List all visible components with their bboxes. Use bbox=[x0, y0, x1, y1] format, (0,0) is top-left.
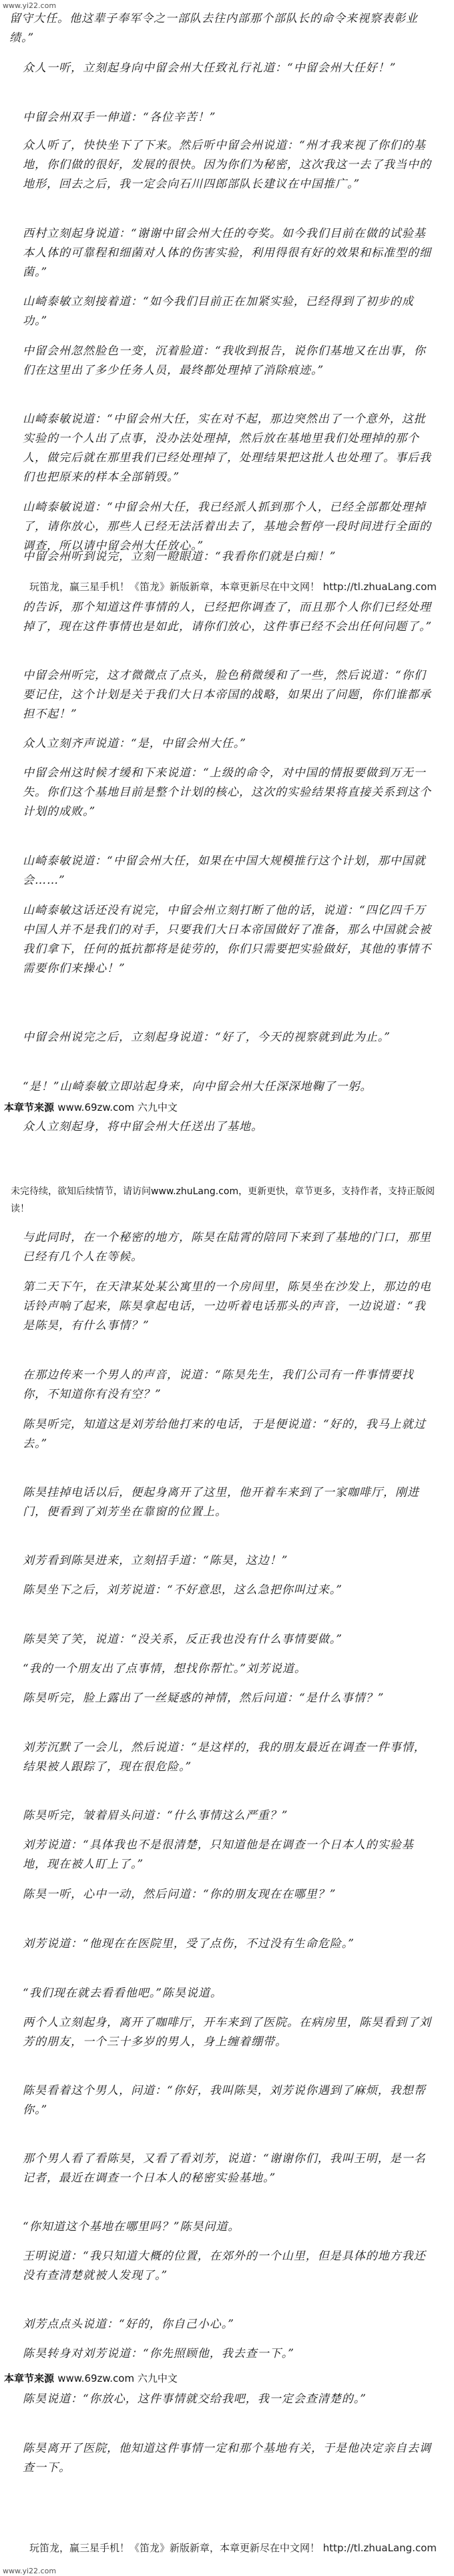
site-watermark-bottom: www.yi22.com bbox=[3, 2567, 57, 2575]
paragraph: 陈昊看着这个男人，问道：“你好，我叫陈昊，刘芳说你遇到了麻烦，我想帮你。” bbox=[23, 2084, 426, 2117]
paragraph: 与此同时，在一个秘密的地方，陈昊在陆霄的陪同下来到了基地的门口，那里已经有几个人在等候。 bbox=[23, 1231, 431, 1264]
paragraph: 刘芳沉默了一会儿，然后说道：“是这样的，我的朋友最近在调查一件事情，结果被人跟踪了，现在很危险。” bbox=[23, 1741, 426, 1774]
paragraph: 山崎泰敏说道：“中留会州大任，如果在中国大规模推行这个计划，那中国就会……” bbox=[23, 854, 426, 887]
paragraph: 陈昊离开了医院，他知道这件事情一定和那个基地有关，于是他决定亲自去调查一下。 bbox=[23, 2442, 431, 2475]
paragraph: 两个人立刻起身，离开了咖啡厅，开车来到了医院。在病房里，陈昊看到了刘芳的朋友，一个三十多岁的男人，身上缠着绷带。 bbox=[23, 2016, 431, 2049]
paragraph: “我们现在就去看看他吧。”陈昊说道。 bbox=[23, 1987, 222, 2000]
paragraph: 西村立刻起身说道：“谢谢中留会州大任的夸奖。如今我们目前在做的试验基本人体的可靠程和细菌对人体的伤害实验，利用得很有好的效果和标准型的细菌。” bbox=[23, 227, 431, 279]
site-watermark-top: www.yi22.com bbox=[3, 1, 57, 10]
paragraph: 众人立刻起身，将中留会州大任送出了基地。 bbox=[23, 1120, 263, 1133]
paragraph: 众人听了，快快坐下了下来。然后听中留会州说道：“州才我来视了你们的基地，你们做的很好，发展的很快。因为你们为秘密，这次我这一去了我当中的地形，回去之后，我一定会向石川四郎部队长建议在中国推广。” bbox=[23, 139, 431, 191]
paragraph: 众人一听，立刻起身向中留会州大任致礼行礼道：“中留会州大任好！” bbox=[23, 61, 397, 75]
paragraph: 陈昊听完，知道这是刘芳给他打来的电话，于是便说道：“好的，我马上就过去。” bbox=[23, 1418, 426, 1451]
paragraph: 陈昊笑了笑，说道：“没关系，反正我也没有什么事情要做。” bbox=[23, 1633, 343, 1646]
ad-link[interactable]: 玩笛龙，赢三星手机！《笛龙》新版新章，本章更新尽在中文网！ http://tl.zhuaLang.com bbox=[29, 581, 437, 593]
paragraph: 中留会州这时候才缓和下来说道：“上级的命令，对中国的情报要做到万无一失。你们这个基地目前是整个计划的核心，这次的实验结果将直接关系到这个计划的成败。” bbox=[23, 766, 431, 818]
paragraph: 众人立刻齐声说道：“是，中留会州大任。” bbox=[23, 737, 246, 750]
source-site: www.69zw.com 六九中文 bbox=[57, 1101, 178, 1113]
paragraph: 山崎泰敏立刻接着道：“如今我们目前正在加紧实验，已经得到了初步的成功。” bbox=[23, 295, 414, 328]
paragraph: 陈昊听完，皱着眉头问道：“什么事情这么严重？” bbox=[23, 1809, 288, 1822]
paragraph: 在那边传来一个男人的声音，说道：“陈昊先生，我们公司有一件事情要找你，不知道你有没有空？” bbox=[23, 1368, 414, 1401]
ad-link[interactable]: 玩笛龙，赢三星手机！《笛龙》新版新章，本章更新尽在中文网！ http://tl.zhuaLang.com bbox=[29, 2542, 437, 2554]
source-label: 本章节来源 bbox=[4, 2372, 55, 2384]
paragraph: 刘芳看到陈昊进来，立刻招手道：“陈昊，这边！” bbox=[23, 1554, 288, 1567]
source-label: 本章节来源 bbox=[4, 1101, 55, 1113]
paragraph: 中留会州听到说完，立刻一瞪眼道：“我看你们就是白痴！” bbox=[23, 550, 336, 563]
paragraph: 那个男人看了看陈昊，又看了看刘芳，说道：“谢谢你们，我叫王明，是一名记者，最近在调查一个日本人的秘密实验基地。” bbox=[23, 2152, 426, 2185]
paragraph: “是！”山崎泰敏立即站起身来，向中留会州大任深深地鞠了一躬。 bbox=[23, 1080, 373, 1093]
paragraph: 留守大任。他这辈子奉军令之一部队去往内部那个部队长的命令来视察表彰业绩。” bbox=[9, 12, 418, 45]
ad-banner[interactable] bbox=[29, 2541, 437, 2555]
paragraph: 陈昊一听，心中一动，然后问道：“你的朋友现在在哪里？” bbox=[23, 1888, 336, 1901]
paragraph: 王明说道：“我只知道大概的位置，在郊外的一个山里，但是具体的地方我还没有查清楚就被人发现了。” bbox=[23, 2250, 426, 2282]
paragraph: 刘芳点点头说道：“好的，你自己小心。” bbox=[23, 2318, 234, 2331]
paragraph: 刘芳说道：“具体我也不是很清楚，只知道他是在调查一个日本人的实验基地，现在被人盯上了。” bbox=[23, 1838, 414, 1871]
paragraph: 陈昊说道：“你放心，这件事情就交给我吧，我一定会查清楚的。” bbox=[23, 2392, 367, 2406]
paragraph: “你知道这个基地在哪里吗？”陈昊问道。 bbox=[23, 2220, 240, 2234]
paragraph: 陈昊坐下之后，刘芳说道：“不好意思，这么急把你叫过来。” bbox=[23, 1583, 343, 1597]
paragraph: 山崎泰敏这话还没有说完，中留会州立刻打断了他的话，说道：“四亿四千万中国人并不是我们的对手，只要我们大日本帝国做好了准备，那么中国就会被我们拿下，任何的抵抗都将是徒劳的，你们只需要把实验做好，其他的事情不需要你们来操心！” bbox=[23, 904, 431, 975]
paragraph: 陈昊挂掉电话以后，便起身离开了这里，他开着车来到了一家咖啡厅，刚进门，便看到了刘芳坐在靠窗的位置上。 bbox=[23, 1486, 419, 1519]
paragraph: 山崎泰敏说道：“中留会州大任，我已经派人抓到那个人，已经全部都处理掉了，请你放心，那些人已经无法活着出去了，基地会暂停一段时间进行全面的调查，所以请中留会州大任放心。” bbox=[23, 501, 431, 553]
ad-banner[interactable] bbox=[29, 579, 437, 593]
paragraph: 陈昊听完，脸上露出了一丝疑惑的神情，然后问道：“是什么事情？” bbox=[23, 1692, 385, 1705]
source-site: www.69zw.com 六九中文 bbox=[57, 2372, 178, 2384]
paragraph: 刘芳说道：“他现在在医院里，受了点伤，不过没有生命危险。” bbox=[23, 1937, 355, 1951]
paragraph: 中留会州听完，这才微微点了点头，脸色稍微缓和了一些，然后说道：“你们要记住，这个计划是关于我们大日本帝国的战略，如果出了问题，你们谁都承担不起！” bbox=[23, 669, 431, 721]
paragraph: 中留会州忽然脸色一变，沉着脸道：“我收到报告，说你们基地又在出事，你们在这里出了多少任务人员，最终都处理掉了消除痕迹。” bbox=[23, 344, 426, 377]
paragraph: 第二天下午，在天津某处某公寓里的一个房间里，陈昊坐在沙发上，那边的电话铃声响了起来，陈昊拿起电话，一边听着电话那头的声音，一边说道：“我是陈昊，有什么事情？” bbox=[23, 1280, 431, 1332]
chapter-notice: 未完待续，欲知后续情节，请访问www.zhuLang.com，更新更快，章节更多，支持作者，支持正版阅读！ bbox=[11, 1186, 435, 1214]
paragraph: “我的一个朋友出了点事情，想找你帮忙。”刘芳说道。 bbox=[23, 1662, 306, 1676]
chapter-source bbox=[4, 1100, 178, 1114]
paragraph: 陈昊转身对刘芳说道：“你先照顾他，我去查一下。” bbox=[23, 2347, 294, 2360]
paragraph: 中留会州说完之后，立刻起身说道：“好了，今天的视察就到此为止。” bbox=[23, 1031, 391, 1044]
paragraph: 的告诉，那个知道这件事情的人，已经把你调查了，而且那个人你们已经处理掉了，现在这件事情也是如此，请你们放心，这件事已经不会出任何问题了。” bbox=[23, 601, 433, 633]
chapter-source bbox=[4, 2371, 178, 2385]
paragraph: 山崎泰敏说道：“中留会州大任，实在对不起，那边突然出了一个意外，这批实验的一个人出了点事，没办法处理掉，然后放在基地里我们处理掉的那个人，做完后就在那里我们已经处理掉了，处理结果把这批人也处理了。事后我们也把原来的样本全部销毁。” bbox=[23, 413, 431, 484]
paragraph: 中留会州双手一伸道：“各位辛苦！” bbox=[23, 111, 216, 124]
